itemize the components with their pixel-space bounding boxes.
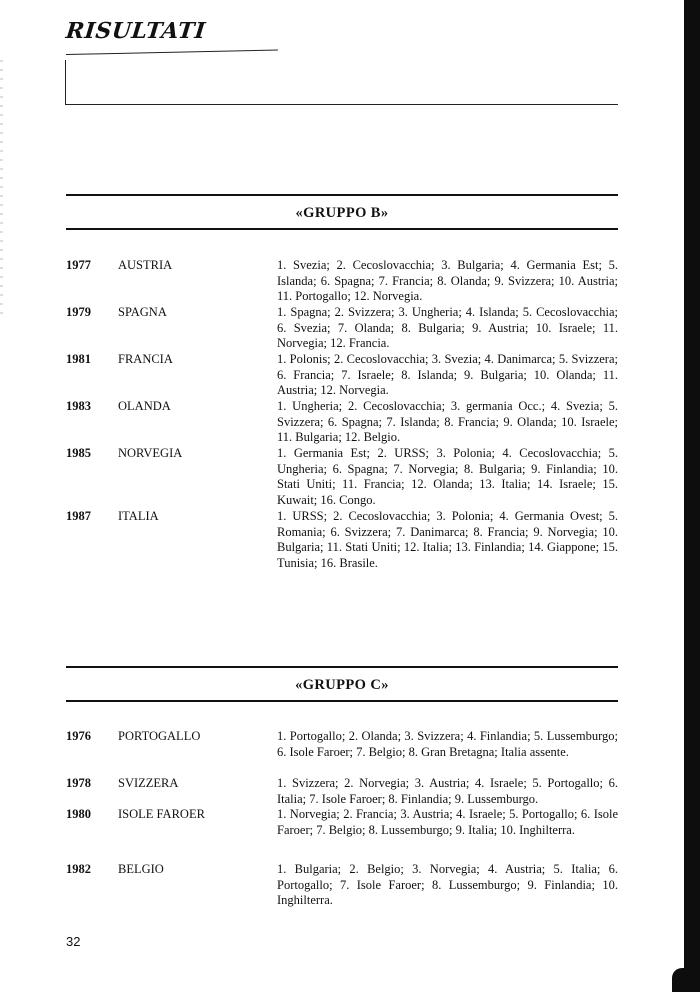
entry-host-country: NORVEGIA bbox=[118, 446, 183, 460]
entry-year: 1982 bbox=[66, 862, 91, 876]
entry-results: 1. Germania Est; 2. URSS; 3. Polonia; 4. Cecoslovacchia; 5. Ungheria; 6. Spagna; 7. Norvegia; 8. Bulgaria; 9. Finlandia; 10. Stati Uniti; 11. Francia; 12. Olanda; 13. Italia; 14. Israele; 15. Kuwait; 16. Congo. bbox=[277, 446, 618, 507]
entry-results: 1. Svizzera; 2. Norvegia; 3. Austria; 4. Israele; 5. Portogallo; 6. Italia; 7. Isole Faroer; 8. Finlandia; 9. Lussemburgo. bbox=[277, 776, 618, 806]
entry-year: 1983 bbox=[66, 399, 91, 413]
entry-results: 1. Ungheria; 2. Cecoslovacchia; 3. germania Occ.; 4. Svezia; 5. Svizzera; 6. Spagna; 7. Islanda; 8. Francia; 9. Olanda; 10. Israele; 11. Bulgaria; 12. Belgio. bbox=[277, 399, 618, 445]
entry-host-country: FRANCIA bbox=[118, 352, 173, 366]
group-b-title: «GRUPPO B» bbox=[295, 205, 389, 221]
entry-host-country: PORTOGALLO bbox=[118, 729, 201, 743]
entry-host-country: BELGIO bbox=[118, 862, 164, 876]
entry-results: 1. Spagna; 2. Svizzera; 3. Ungheria; 4. Islanda; 5. Cecoslovacchia; 6. Svezia; 7. Olanda; 8. Bulgaria; 9. Austria; 10. Israele; 11. Norvegia; 12. Francia. bbox=[277, 305, 618, 351]
entry-host-country: SVIZZERA bbox=[118, 776, 179, 790]
section-rule bbox=[66, 700, 618, 702]
entry-year: 1979 bbox=[66, 305, 91, 319]
entry-results: 1. Norvegia; 2. Francia; 3. Austria; 4. Israele; 5. Portogallo; 6. Isole Faroer; 7. Belgio; 8. Lussemburgo; 9. Italia; 10. Inghilterra. bbox=[277, 807, 618, 837]
section-rule bbox=[66, 666, 618, 668]
entry-host-country: SPAGNA bbox=[118, 305, 167, 319]
entry-host-country: ISOLE FAROER bbox=[118, 807, 205, 821]
entry-year: 1987 bbox=[66, 509, 91, 523]
entry-results: 1. Polonis; 2. Cecoslovacchia; 3. Svezia; 4. Danimarca; 5. Svizzera; 6. Francia; 7. Israele; 8. Islanda; 9. Bulgaria; 10. Olanda; 11. Austria; 12. Norvegia. bbox=[277, 352, 618, 398]
entry-results: 1. Bulgaria; 2. Belgio; 3. Norvegia; 4. Austria; 5. Italia; 6. Portogallo; 7. Isole Faroer; 8. Lussemburgo; 9. Finlandia; 10. Inghilterra. bbox=[277, 862, 618, 908]
title-frame-line bbox=[65, 104, 618, 105]
scan-edge-bar bbox=[684, 0, 700, 992]
group-c-title: «GRUPPO C» bbox=[295, 677, 389, 693]
entry-host-country: ITALIA bbox=[118, 509, 159, 523]
entry-year: 1976 bbox=[66, 729, 91, 743]
entry-results: 1. Svezia; 2. Cecoslovacchia; 3. Bulgaria; 4. Germania Est; 5. Islanda; 6. Spagna; 7. Francia; 8. Olanda; 9. Svizzera; 10. Austria; 11. Portogallo; 12. Norvegia. bbox=[277, 258, 618, 304]
title-frame-line bbox=[66, 50, 278, 55]
scan-edge-marks bbox=[0, 60, 3, 320]
section-rule bbox=[66, 194, 618, 196]
entry-year: 1985 bbox=[66, 446, 91, 460]
scan-edge-corner bbox=[672, 968, 700, 992]
page-title: RISULTATI bbox=[64, 18, 207, 44]
title-frame-line bbox=[65, 60, 66, 104]
section-rule bbox=[66, 228, 618, 230]
entry-results: 1. Portogallo; 2. Olanda; 3. Svizzera; 4. Finlandia; 5. Lussemburgo; 6. Isole Faroer; 7. Belgio; 8. Gran Bretagna; Italia assente. bbox=[277, 729, 618, 759]
entry-year: 1980 bbox=[66, 807, 91, 821]
entry-year: 1978 bbox=[66, 776, 91, 790]
entry-host-country: OLANDA bbox=[118, 399, 171, 413]
entry-results: 1. URSS; 2. Cecoslovacchia; 3. Polonia; 4. Germania Ovest; 5. Romania; 6. Svizzera; 7. Danimarca; 8. Francia; 9. Norvegia; 10. Bulgaria; 11. Stati Uniti; 12. Italia; 13. Finlandia; 14. Giappone; 15. Tunisia; 16. Brasile. bbox=[277, 509, 618, 570]
page-number: 32 bbox=[66, 934, 81, 949]
entry-year: 1981 bbox=[66, 352, 91, 366]
entry-year: 1977 bbox=[66, 258, 91, 272]
entry-host-country: AUSTRIA bbox=[118, 258, 173, 272]
